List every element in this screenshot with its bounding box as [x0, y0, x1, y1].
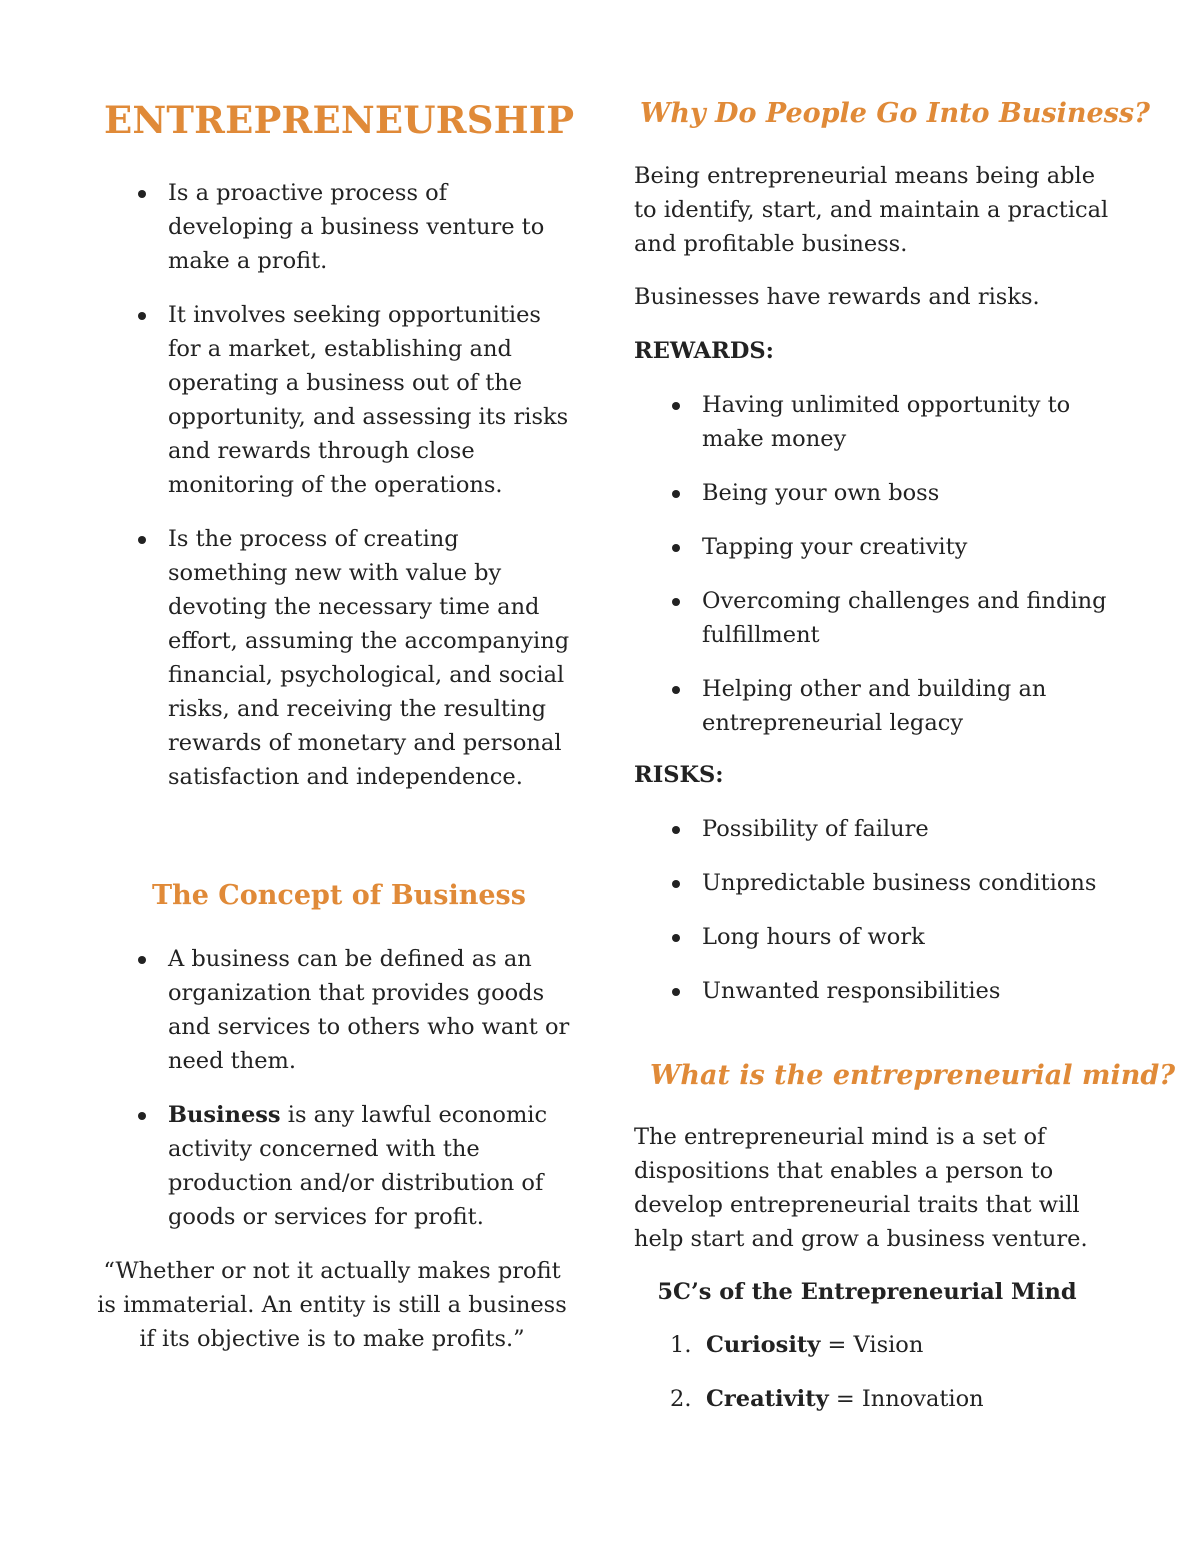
rewards-risks-intro: Businesses have rewards and risks. [634, 284, 1040, 310]
bullet-icon [672, 880, 680, 888]
list-item: Is a proactive process of developing a business venture to make a profit. [100, 176, 570, 278]
risks-list-block [634, 812, 1114, 1028]
concept-list [100, 942, 570, 1234]
concept-heading: The Concept of Business [152, 880, 526, 911]
list-item: Helping other and building an entrepreneurial legacy [634, 672, 1114, 740]
list-item: Having unlimited opportunity to make money [634, 388, 1114, 456]
business-quote: “Whether or not it actually makes profit is immaterial. An entity is still a business if its objective is to make profits.” [97, 1258, 567, 1352]
business-term: Business [168, 1102, 281, 1128]
list-item: Unpredictable business conditions [634, 866, 1114, 900]
bullet-icon [672, 686, 680, 694]
list-item: Unwanted responsibilities [634, 974, 1114, 1008]
bullet-icon [138, 312, 146, 320]
list-item: It involves seeking opportunities for a market, establishing and operating a business out of the opportunity, and assessing its risks and rewards through close monitoring of the operations. [100, 298, 570, 502]
bullet-icon [672, 544, 680, 552]
bullet-icon [672, 988, 680, 996]
rewards-label: REWARDS: [634, 338, 774, 364]
bullet-icon [138, 1112, 146, 1120]
bullet-icon [672, 490, 680, 498]
bullet-icon [672, 934, 680, 942]
rewards-list [634, 388, 1114, 740]
list-item: 1. Curiosity = Vision [670, 1332, 924, 1358]
mind-paragraph: The entrepreneurial mind is a set of dispositions that enables a person to develop entrepreneurial traits that will help start and grow a business venture. [634, 1124, 1088, 1252]
bullet-icon [138, 190, 146, 198]
mind-heading: What is the entrepreneurial mind? [650, 1060, 1176, 1091]
risks-label: RISKS: [634, 762, 724, 788]
list-item: 2. Creativity = Innovation [670, 1386, 984, 1412]
fivec-list-block [634, 1328, 1114, 1436]
page-title: ENTREPRENEURSHIP [104, 98, 575, 142]
bullet-icon [138, 956, 146, 964]
bullet-icon [672, 402, 680, 410]
list-item: Being your own boss [634, 476, 1114, 510]
why-heading: Why Do People Go Into Business? [640, 98, 1150, 129]
why-paragraph: Being entrepreneurial means being able to identify, start, and maintain a practical and profitable business. [634, 163, 1109, 257]
list-item: Tapping your creativity [634, 530, 1114, 564]
list-item: Business is any lawful economic activity concerned with the production and/or distribution of goods or services for profit. [100, 1098, 570, 1234]
risks-list [634, 812, 1114, 1008]
list-item: Is the process of creating something new with value by devoting the necessary time and effort, assuming the accompanying financial, psychological, and social risks, and receiving the resulting rewards of monetary and personal satisfaction and independence. [100, 522, 570, 794]
bullet-icon [672, 826, 680, 834]
list-item: Overcoming challenges and finding fulfillment [634, 584, 1114, 652]
concept-list-block [100, 942, 570, 1254]
list-item: Long hours of work [634, 920, 1114, 954]
list-item: Possibility of failure [634, 812, 1114, 846]
definition-list-block [100, 176, 570, 814]
fivec-list [634, 1328, 1114, 1416]
bullet-icon [138, 536, 146, 544]
bullet-icon [672, 598, 680, 606]
fivec-heading: 5C’s of the Entrepreneurial Mind [657, 1279, 1077, 1305]
list-item: A business can be defined as an organization that provides goods and services to others who want or need them. [100, 942, 570, 1078]
definition-list [100, 176, 570, 794]
rewards-list-block [634, 388, 1114, 760]
